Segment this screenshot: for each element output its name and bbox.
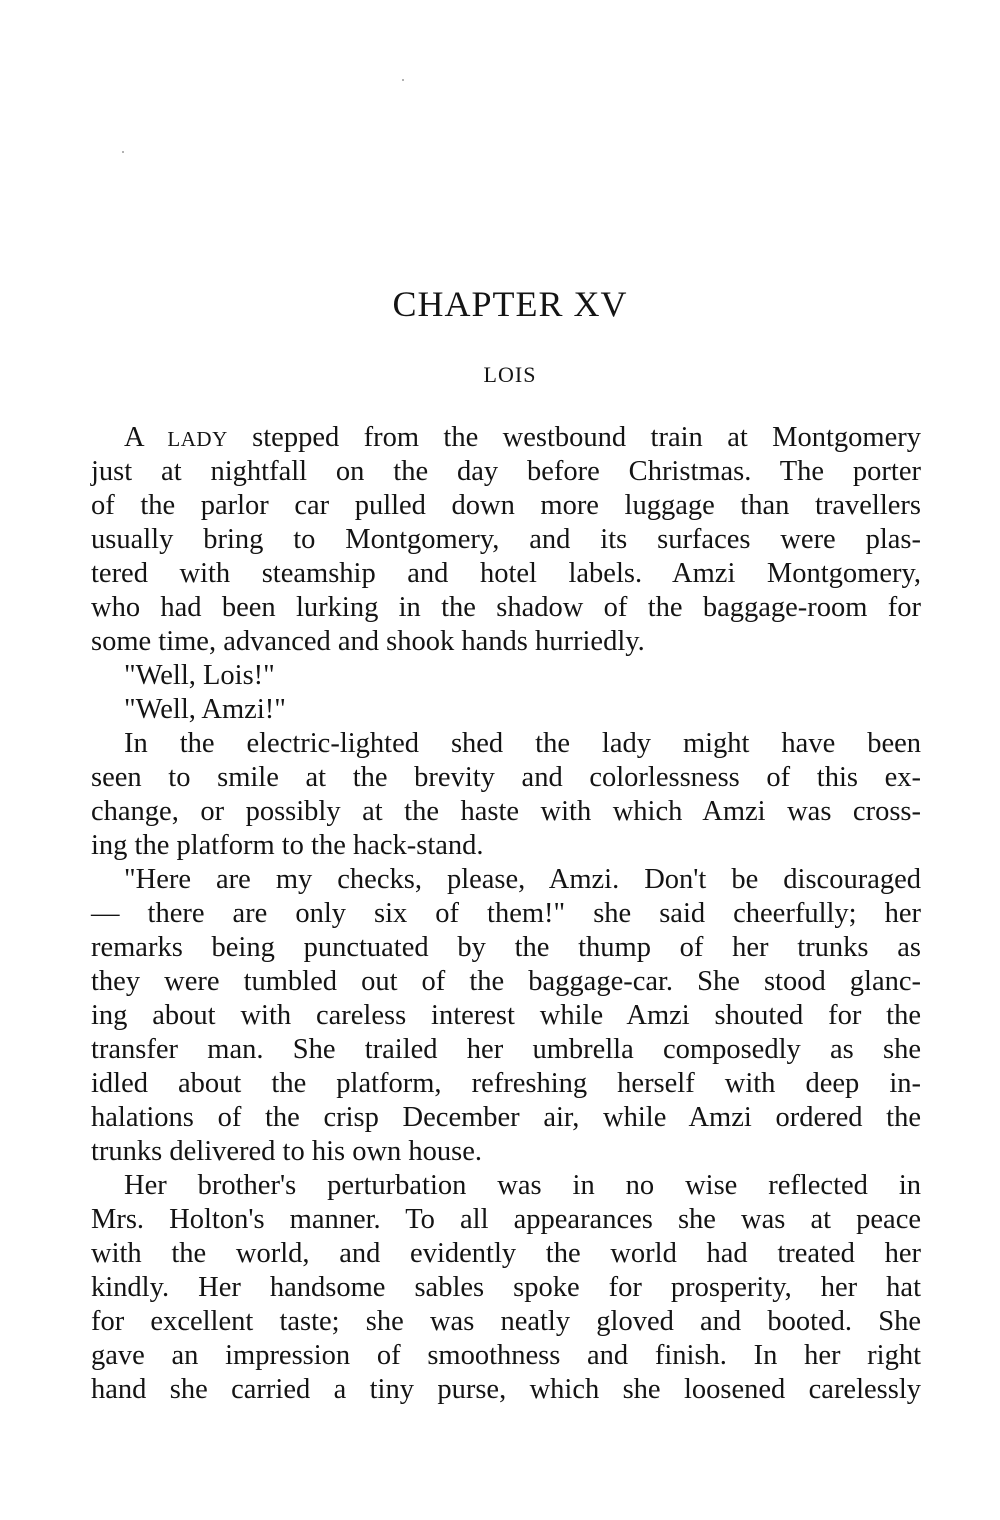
opening-word-smallcaps: LADY bbox=[167, 427, 228, 451]
paper-speck bbox=[122, 151, 124, 153]
text-line-content: stepped from the westbound train at Montgomery bbox=[227, 422, 921, 453]
text-line: "Well, Amzi!" bbox=[124, 694, 286, 725]
paper-speck bbox=[402, 79, 404, 81]
text-line: In the electric-lighted shed the lady might have been bbox=[124, 728, 921, 759]
text-line bbox=[124, 421, 921, 455]
text-line: seen to smile at the brevity and colorlessness of this ex- bbox=[91, 762, 921, 793]
opening-letter: A bbox=[124, 422, 168, 453]
text-line: for excellent taste; she was neatly gloved and booted. She bbox=[91, 1306, 921, 1337]
text-line: tered with steamship and hotel labels. Amzi Montgomery, bbox=[91, 558, 921, 589]
text-line: trunks delivered to his own house. bbox=[91, 1136, 483, 1167]
text-line: Her brother's perturbation was in no wise reflected in bbox=[124, 1170, 921, 1201]
text-line: change, or possibly at the haste with which Amzi was cross- bbox=[91, 796, 921, 827]
text-line: they were tumbled out of the baggage-car. She stood glanc- bbox=[91, 966, 921, 997]
text-line: ing the platform to the hack-stand. bbox=[91, 830, 484, 861]
text-line: of the parlor car pulled down more luggage than travellers bbox=[91, 490, 921, 521]
text-line: — there are only six of them!" she said cheerfully; her bbox=[91, 898, 921, 929]
text-line: gave an impression of smoothness and finish. In her right bbox=[91, 1340, 921, 1371]
text-line: transfer man. She trailed her umbrella composedly as she bbox=[91, 1034, 921, 1065]
text-line: Mrs. Holton's manner. To all appearances she was at peace bbox=[91, 1204, 921, 1235]
chapter-subtitle: LOIS bbox=[483, 362, 537, 387]
text-line: hand she carried a tiny purse, which she loosened carelessly bbox=[91, 1374, 921, 1405]
text-line: with the world, and evidently the world had treated her bbox=[91, 1238, 921, 1269]
text-line: kindly. Her handsome sables spoke for prosperity, her hat bbox=[91, 1272, 921, 1303]
text-line: "Here are my checks, please, Amzi. Don't be discouraged bbox=[124, 864, 921, 895]
text-line: "Well, Lois!" bbox=[124, 660, 275, 691]
text-line: halations of the crisp December air, while Amzi ordered the bbox=[91, 1102, 921, 1133]
text-line: remarks being punctuated by the thump of her trunks as bbox=[91, 932, 921, 963]
text-line: some time, advanced and shook hands hurriedly. bbox=[91, 626, 645, 657]
text-line: idled about the platform, refreshing herself with deep in- bbox=[91, 1068, 921, 1099]
text-line: ing about with careless interest while Amzi shouted for the bbox=[91, 1000, 921, 1031]
text-line: just at nightfall on the day before Christmas. The porter bbox=[91, 456, 921, 487]
chapter-heading: CHAPTER XV bbox=[392, 284, 628, 324]
text-line: usually bring to Montgomery, and its surfaces were plas- bbox=[91, 524, 921, 555]
text-line: who had been lurking in the shadow of the baggage-room for bbox=[91, 592, 921, 623]
